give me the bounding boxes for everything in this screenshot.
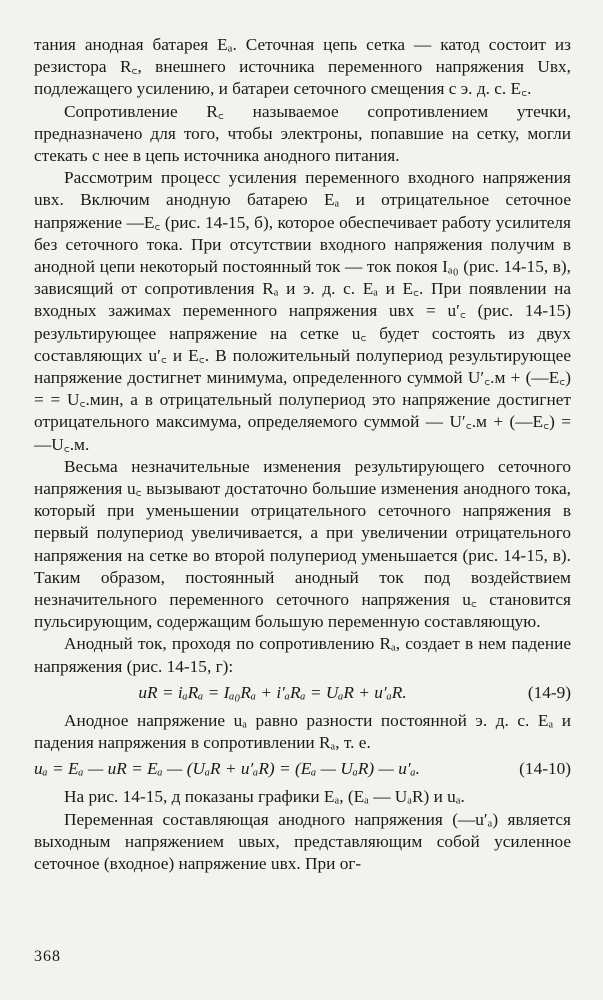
paragraph-amplification-process: Рассмотрим процесс усиления переменного входного напряжения uвх. Включим анодную батарею Eₐ и отрицательное сеточное напряжение —E꜀ (рис. 14-15, б), которое обеспечивает работу усилителя без сеточного тока. При отсутствии входного напряжения получим в анодной цепи некоторый постоянный ток — ток покоя Iₐ₀ (рис. 14-15, в), зависящий от сопротивления Rₐ и э. д. с. Eₐ и E꜀. При появлении на входных зажимах переменного напряжения uвх = u′꜀ (рис. 14-15) результирующее напряжение на сетке u꜀ будет состоять из двух составляющих u′꜀ и E꜀. В положительный полупериод результирующее напряжение достигнет минимума, определенного суммой U′꜀.м + (—E꜀) = = U꜀.мин, а в отрицательный полупериод это напряжение достигнет отрицательного максимума, определяемого суммой — U′꜀.м + (—E꜀) = —U꜀.м. <box>34 168 571 454</box>
formula-expression: uₐ = Eₐ — uR = Eₐ — (UₐR + u′ₐR) = (Eₐ — UₐR) — u′ₐ. <box>34 759 420 779</box>
formula-number: (14-9) <box>527 682 571 702</box>
paragraph-output-voltage: Переменная составляющая анодного напряжения (—u′ₐ) является выходным напряжением uвых, представляющим собой усиленное сеточное (входное) напряжение uвх. При ог- <box>34 809 571 873</box>
formula-number: (14-10) <box>519 759 571 779</box>
paragraph-leakage-resistance: Сопротивление R꜀ называемое сопротивлением утечки, предназначено для того, чтобы электроны, попавшие на сетку, могли стекать с нее в цепь источника анодного питания. <box>34 101 571 166</box>
paragraph-continuation: тания анодная батарея Eₐ. Сеточная цепь сетка — катод состоит из резистора R꜀, внешнего источника переменного напряжения Uвх, подлежащего усилению, и батареи сеточного смещения с э. д. с. E꜀. <box>34 35 571 99</box>
paragraph-anode-current-changes: Весьма незначительные изменения результирующего сеточного напряжения u꜀ вызывают достаточно большие изменения анодного тока, который при уменьшении отрицательного сеточного напряжения в первый полупериод увеличивается, а при увеличении отрицательного напряжения на сетке во второй полупериод уменьшается (рис. 14-15, в). Таким образом, постоянный анодный ток под воздействием незначительного переменного сеточного напряжения u꜀ становится пульсирующим, содержащим большую переменную составляющую. <box>34 456 571 632</box>
paragraph-graphs-reference: На рис. 14-15, д показаны графики Eₐ, (Eₐ — UₐR) и uₐ. <box>64 787 465 807</box>
formula-14-10 <box>34 758 571 782</box>
paragraph-voltage-drop: Анодный ток, проходя по сопротивлению Rₐ, создает в нем падение напряжения (рис. 14-15, г): <box>34 634 571 676</box>
formula-expression: uR = iₐRₐ = Iₐ₀Rₐ + i′ₐRₐ = UₐR + u′ₐR. <box>138 682 407 702</box>
paragraph-anode-voltage: Анодное напряжение uₐ равно разности постоянной э. д. с. Eₐ и падения напряжения в сопротивлении Rₐ, т. е. <box>34 710 571 753</box>
formula-14-9 <box>34 682 571 706</box>
page-number: 368 <box>34 948 61 965</box>
